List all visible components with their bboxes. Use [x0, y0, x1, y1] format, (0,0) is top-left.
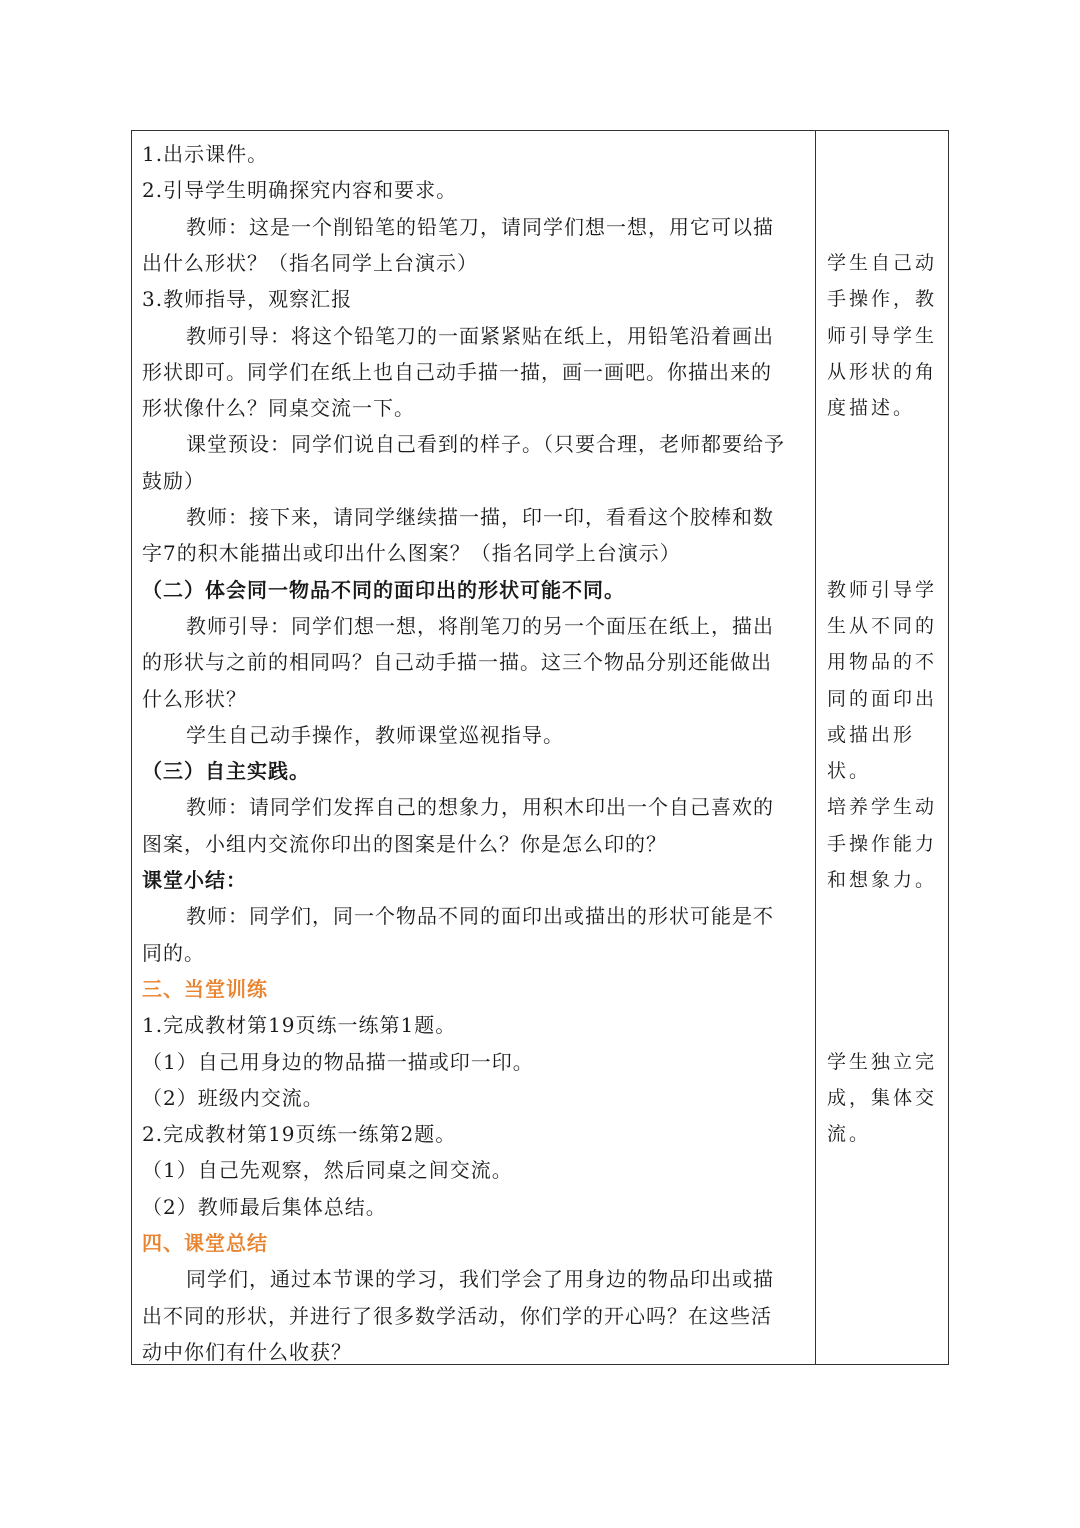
text-line: 的形状与之前的相同吗？自己动手描一描。这三个物品分别还能做出 — [142, 650, 772, 675]
side-note-line: 和想象力。 — [827, 869, 938, 891]
text-line: 形状即可。同学们在纸上也自己动手描一描，画一画吧。你描出来的 — [142, 359, 772, 384]
text-line: 课堂预设：同学们说自己看到的样子。（只要合理，老师都要给予 — [186, 432, 785, 457]
text-line: 图案，小组内交流你印出的图案是什么？你是怎么印的？ — [142, 831, 667, 856]
side-note-line: 学生独立完 — [827, 1050, 938, 1073]
text-line: （二）体会同一物品不同的面印出的形状可能不同。 — [142, 577, 625, 602]
section-heading: 三、当堂训练 — [142, 976, 268, 1001]
text-line: 教师：这是一个削铅笔的铅笔刀，请同学们想一想，用它可以描 — [186, 214, 774, 239]
text-line: 教师：接下来，请同学继续描一描，印一印，看看这个胶棒和数 — [186, 505, 774, 529]
text-line: 教师引导：将这个铅笔刀的一面紧紧贴在纸上，用铅笔沿着画出 — [186, 323, 774, 348]
text-line: 同的。 — [142, 940, 205, 965]
text-line: 形状像什么？同桌交流一下。 — [142, 396, 415, 421]
side-note-line: 生从不同的 — [827, 614, 938, 637]
side-note-line: 手操作能力 — [827, 832, 938, 855]
side-note-line: 师引导学生 — [827, 324, 938, 347]
text-line: （三）自主实践。 — [142, 759, 310, 784]
text-line: 学生自己动手操作，教师课堂巡视指导。 — [186, 722, 564, 747]
text-line: （1）自己用身边的物品描一描或印一印。 — [142, 1049, 534, 1074]
side-note-line: 同的面印出 — [827, 687, 938, 710]
side-note-line: 或描出形 — [827, 723, 916, 746]
side-note-line: 培养学生动 — [827, 796, 938, 819]
text-line: 课堂小结： — [142, 868, 247, 892]
text-line: 字7的积木能描出或印出什么图案？（指名同学上台演示） — [142, 541, 681, 566]
text-line: 出不同的形状，并进行了很多数学活动，你们学的开心吗？在这些活 — [142, 1303, 772, 1328]
text-line: 3.教师指导，观察汇报 — [142, 287, 353, 312]
text-line: 教师：同学们，同一个物品不同的面印出或描出的形状可能是不 — [186, 904, 774, 929]
side-note-line: 学生自己动 — [827, 251, 938, 274]
text-line: 教师：请同学们发挥自己的想象力，用积木印出一个自己喜欢的 — [186, 795, 774, 820]
text-line: （2）班级内交流。 — [142, 1085, 324, 1110]
text-line: 2.引导学生明确探究内容和要求。 — [142, 178, 458, 203]
lesson-plan-table — [131, 130, 949, 1365]
text-line: 1.出示课件。 — [142, 142, 269, 166]
side-note-line: 从形状的角 — [827, 360, 938, 383]
text-line: 动中你们有什么收获？ — [142, 1339, 352, 1364]
side-note-line: 手操作，教 — [827, 288, 938, 311]
text-line: 1.完成教材第19页练一练第1题。 — [142, 1013, 457, 1038]
side-note-line: 成，集体交 — [827, 1086, 938, 1109]
column-divider — [815, 131, 816, 1364]
section-heading: 四、课堂总结 — [142, 1231, 268, 1255]
text-line: 同学们，通过本节课的学习，我们学会了用身边的物品印出或描 — [186, 1267, 774, 1292]
text-line: （1）自己先观察，然后同桌之间交流。 — [142, 1158, 513, 1183]
text-line: 教师引导：同学们想一想，将削笔刀的另一个面压在纸上，描出 — [186, 613, 774, 638]
text-line: 2.完成教材第19页练一练第2题。 — [142, 1122, 457, 1147]
text-line: 鼓励） — [142, 468, 205, 493]
text-line: （2）教师最后集体总结。 — [142, 1194, 387, 1219]
side-note-line: 度描述。 — [827, 397, 916, 420]
side-note-line: 状。 — [827, 760, 872, 783]
text-line: 出什么形状？（指名同学上台演示） — [142, 250, 478, 275]
side-note-line: 用物品的不 — [827, 651, 938, 674]
side-note-line: 流。 — [827, 1123, 872, 1146]
side-note-line: 教师引导学 — [827, 578, 938, 601]
text-line: 什么形状？ — [142, 686, 247, 711]
